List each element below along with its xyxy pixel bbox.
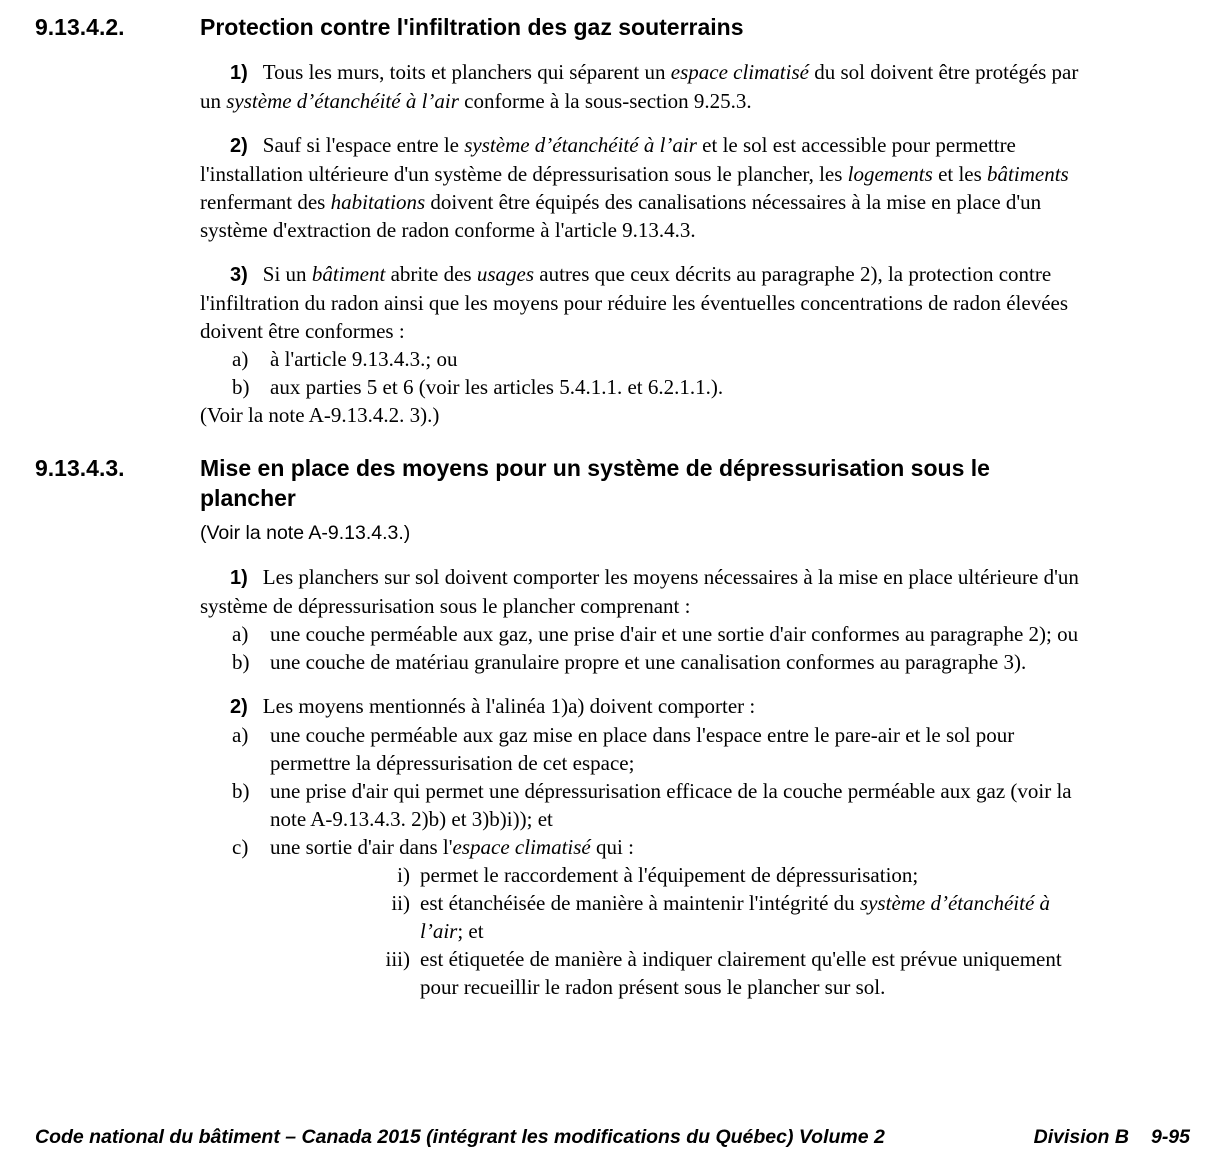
text-run: conforme à la sous-section 9.25.3.	[458, 89, 752, 113]
text-run: une prise d'air qui permet une dépressurisation efficace de la couche perméable aux gaz (voir la note A-9.13.4.3. 2)b) et 3)b)i)); et	[270, 779, 1072, 831]
list-item-marker: a)	[232, 622, 249, 646]
text-run: est étiquetée de manière à indiquer clairement qu'elle est prévue uniquement pour recueillir le radon présent sous le plancher sur sol.	[420, 947, 1062, 999]
text-run: autres que ceux décrits au paragraphe 2), la protection contre l'infiltration du radon ainsi que les moyens pour réduire les éventuelles concentrations de radon élevées doivent être conformes :	[200, 262, 1069, 343]
list-item-marker: b)	[232, 375, 250, 399]
text-run: du sol doivent être protégés par un	[200, 60, 1079, 113]
paragraph-number: 3)	[230, 264, 248, 286]
list-item	[200, 861, 1085, 889]
text-run: et les	[932, 162, 988, 186]
text-run: Si un	[262, 262, 312, 286]
text-run: une couche de matériau granulaire propre et une canalisation conformes au paragraphe 3).	[270, 650, 1027, 674]
list-item	[200, 345, 1085, 373]
footer-document-title: Code national du bâtiment – Canada 2015 (intégrant les modifications du Québec) Volume 2	[35, 1126, 885, 1148]
defined-term: système d’étanchéité à l’air	[464, 133, 697, 157]
list-item	[200, 833, 1085, 861]
section-note: (Voir la note A-9.13.4.3.)	[200, 522, 411, 544]
see-note-line	[200, 401, 1085, 429]
section-body	[200, 12, 1085, 429]
section-number: 9.13.4.3.	[35, 455, 125, 481]
text-run: une sortie d'air dans l'	[270, 835, 453, 859]
defined-term: usages	[476, 262, 535, 286]
defined-term: logements	[847, 162, 933, 186]
list-item-marker: a)	[232, 723, 249, 747]
text-run: Les planchers sur sol doivent comporter les moyens nécessaires à la mise en place ultérieure d'un système de dépressurisation sous le plancher comprenant :	[200, 565, 1079, 618]
paragraph-number: 1)	[230, 567, 248, 589]
list-item-text	[270, 373, 1085, 401]
list-item-marker: ii)	[391, 891, 410, 915]
section	[35, 12, 1085, 429]
list-item-text	[270, 777, 1085, 833]
defined-term: espace climatisé	[452, 835, 591, 859]
list-item-text	[420, 945, 1085, 1001]
text-run: à l'article 9.13.4.3.; ou	[270, 347, 458, 371]
list-item-marker: b)	[232, 779, 250, 803]
text-run: Tous les murs, toits et planchers qui séparent un	[262, 60, 671, 84]
footer-right	[1034, 1126, 1190, 1149]
document-content	[35, 12, 1085, 1001]
text-run: une couche perméable aux gaz mise en place dans l'espace entre le pare-air et le sol pour permettre la dépressurisation de cet espace;	[270, 723, 1015, 775]
list-item	[200, 648, 1085, 676]
defined-term: système d’étanchéité à l’air	[226, 89, 459, 113]
section-title: Protection contre l'infiltration des gaz souterrains	[200, 14, 744, 40]
text-run: abrite des	[385, 262, 477, 286]
section-number: 9.13.4.2.	[35, 14, 125, 40]
list-item-marker: a)	[232, 347, 249, 371]
list-item-marker: c)	[232, 835, 249, 859]
text-run: est étanchéisée de manière à maintenir l'intégrité du	[420, 891, 860, 915]
text-run: Sauf si l'espace entre le	[262, 133, 465, 157]
defined-term: bâtiments	[987, 162, 1069, 186]
text-run: et le sol est accessible pour permettre l'installation ultérieure d'un système de dépressurisation sous le plancher, les	[200, 133, 1016, 186]
text-run: permet le raccordement à l'équipement de dépressurisation;	[420, 863, 919, 887]
footer-page-number: 9-95	[1150, 1126, 1190, 1148]
list-item	[200, 945, 1085, 1001]
list-item-text	[270, 833, 1085, 861]
list-item-text	[420, 861, 1085, 889]
list-item-marker: b)	[232, 650, 250, 674]
text-run: Les moyens mentionnés à l'alinéa 1)a) doivent comporter :	[262, 694, 756, 718]
paragraph	[200, 58, 1085, 115]
paragraph-number: 1)	[230, 62, 248, 84]
list-item-text	[420, 889, 1085, 945]
list-item	[200, 721, 1085, 777]
list-item	[200, 889, 1085, 945]
paragraph-number: 2)	[230, 135, 248, 157]
paragraph	[200, 692, 1085, 721]
text-run: (Voir la note A-9.13.4.2. 3).)	[200, 403, 440, 427]
defined-term: système d’étanchéité à l’air	[420, 891, 1051, 943]
list-item-marker: i)	[397, 863, 410, 887]
section-title: Mise en place des moyens pour un système de dépressurisation sous le plancher	[200, 455, 990, 511]
footer-division: Division B	[1033, 1126, 1129, 1148]
page-footer	[35, 1126, 1190, 1149]
list-item-marker: iii)	[385, 947, 410, 971]
list-item-text	[270, 620, 1085, 648]
section-body	[200, 453, 1085, 1001]
list-item	[200, 777, 1085, 833]
paragraph	[200, 563, 1085, 620]
text-run: doivent être équipés des canalisations nécessaires à la mise en place d'un système d'extraction de radon conforme à l'article 9.13.4.3.	[200, 190, 1042, 242]
text-run: renfermant des	[200, 190, 331, 214]
section	[35, 453, 1085, 1001]
defined-term: habitations	[330, 190, 426, 214]
paragraph-number: 2)	[230, 696, 248, 718]
list-item	[200, 620, 1085, 648]
defined-term: espace climatisé	[670, 60, 809, 84]
text-run: une couche perméable aux gaz, une prise d'air et une sortie d'air conformes au paragraphe 2); ou	[270, 622, 1079, 646]
list-item-text	[270, 648, 1085, 676]
list-item-text	[270, 721, 1085, 777]
paragraph	[200, 260, 1085, 345]
list-item-text	[270, 345, 1085, 373]
text-run: aux parties 5 et 6 (voir les articles 5.4.1.1. et 6.2.1.1.).	[270, 375, 724, 399]
defined-term: bâtiment	[311, 262, 386, 286]
list-item	[200, 373, 1085, 401]
paragraph	[200, 131, 1085, 244]
text-run: qui :	[590, 835, 634, 859]
text-run: ; et	[457, 919, 484, 943]
